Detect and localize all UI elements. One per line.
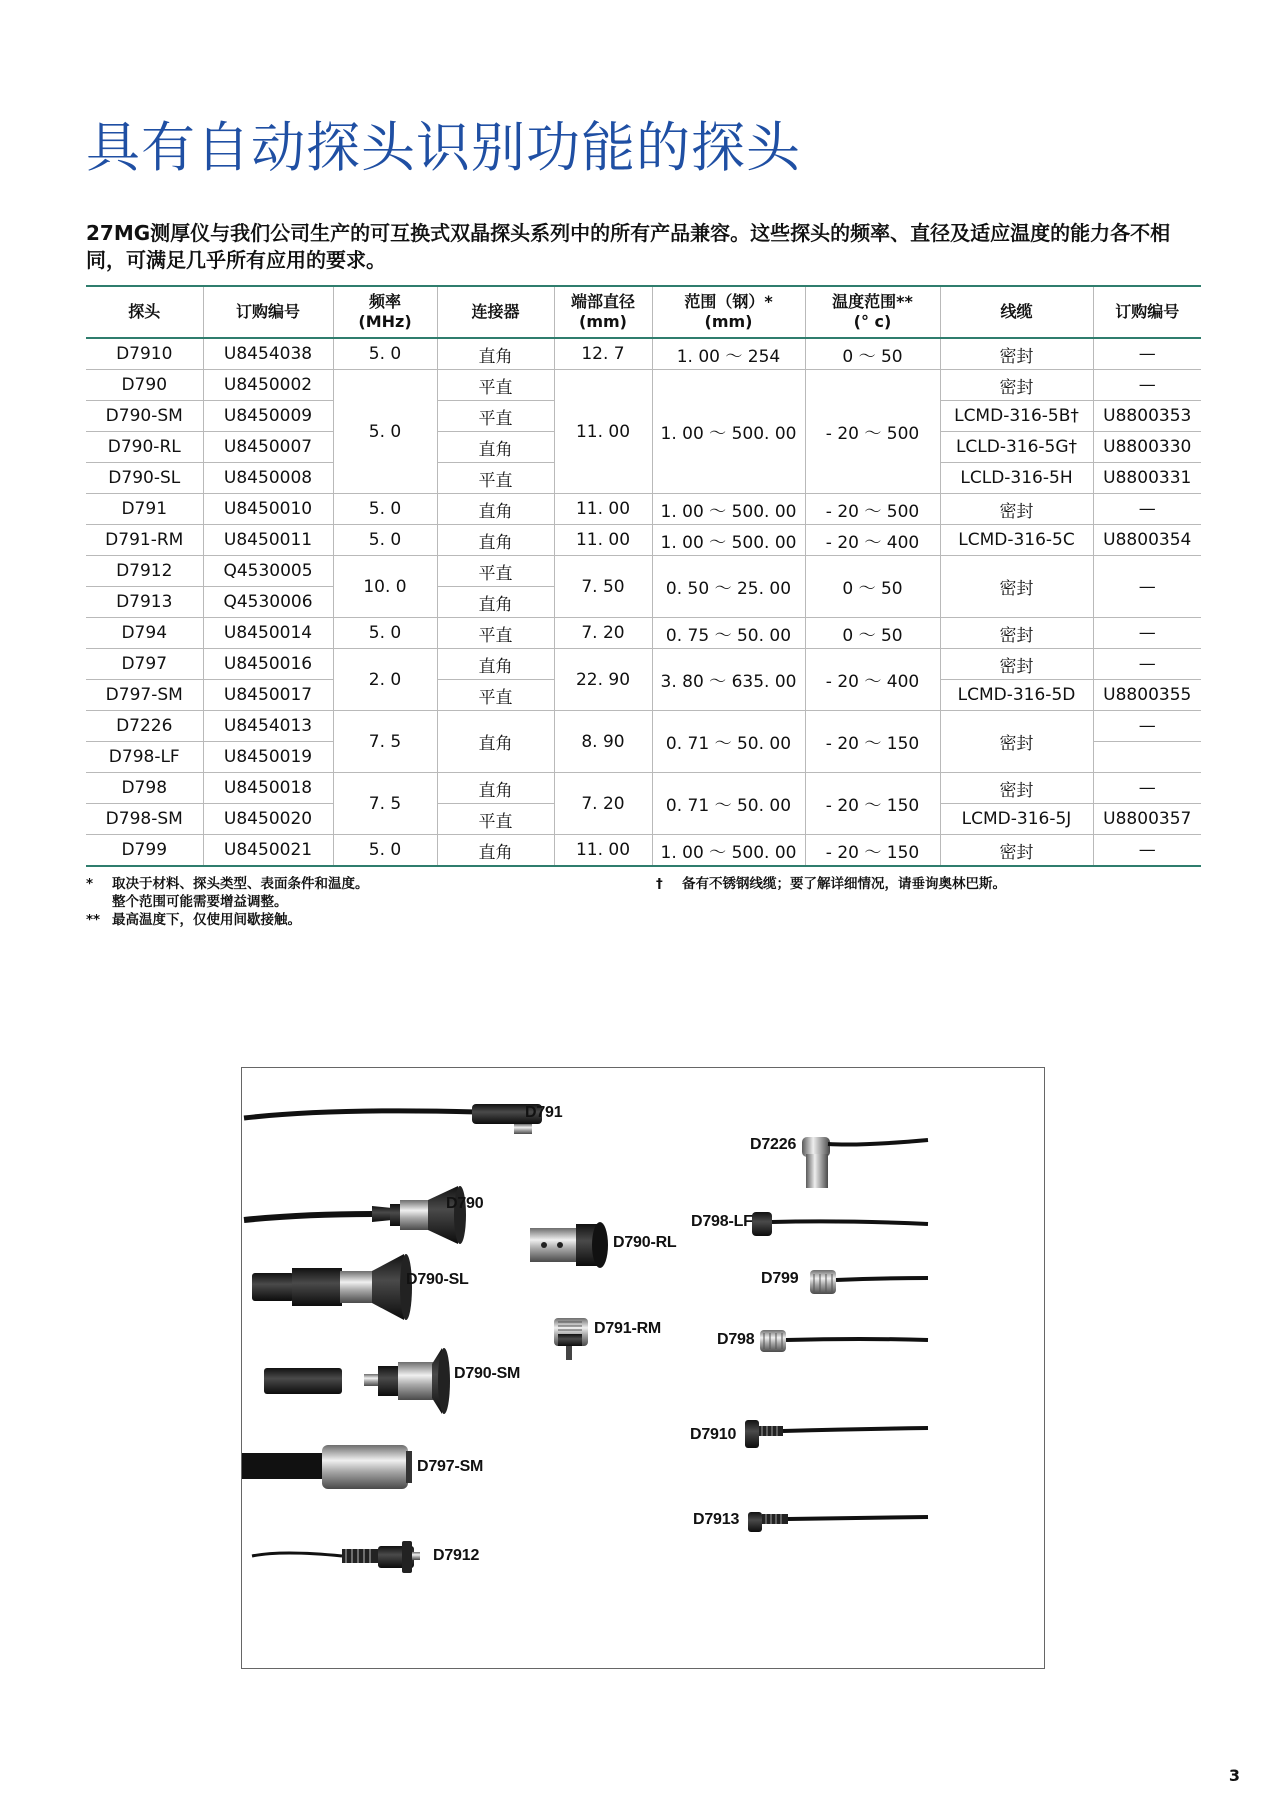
cell-connector: 直角 [437, 773, 554, 804]
probe-d797-sm [242, 1445, 412, 1489]
cell-cable-order: U8800357 [1093, 804, 1201, 835]
cell-tip: 11. 00 [554, 494, 652, 525]
cell-freq: 5. 0 [333, 618, 437, 649]
cell-tip: 11. 00 [554, 370, 652, 494]
probe-d798 [760, 1330, 928, 1352]
cell-cable: LCLD-316-5G† [940, 432, 1093, 463]
cell-probe: D790-SL [86, 463, 203, 494]
cell-cable: 密封 [940, 835, 1093, 867]
cell-connector: 平直 [437, 804, 554, 835]
header-cable-order-number: 订购编号 [1093, 286, 1201, 338]
header-range-line1: 范围（钢）* [684, 292, 773, 311]
cell-order: U8450021 [203, 835, 333, 867]
table-row [86, 370, 1201, 401]
cell-cable: 密封 [940, 370, 1093, 401]
header-tip-line2: (mm) [579, 312, 627, 331]
cell-probe: D7912 [86, 556, 203, 587]
cell-cable: 密封 [940, 649, 1093, 680]
cell-connector: 平直 [437, 370, 554, 401]
cell-cable-order: — [1093, 649, 1201, 680]
cell-temp: 0 ～ 50 [805, 618, 940, 649]
label-d799: D799 [761, 1270, 799, 1287]
footnote-temperature [86, 911, 369, 929]
cell-probe: D797-SM [86, 680, 203, 711]
header-tip-diameter [554, 286, 652, 338]
cell-probe: D799 [86, 835, 203, 867]
label-d791-rm: D791-RM [594, 1320, 662, 1337]
cell-cable-order [1093, 742, 1201, 773]
cell-probe: D798-LF [86, 742, 203, 773]
cell-cable: LCLD-316-5H [940, 463, 1093, 494]
table-row [86, 556, 1201, 587]
cell-connector: 直角 [437, 494, 554, 525]
label-d798-lf: D798-LF [691, 1213, 753, 1230]
probe-d790 [244, 1186, 466, 1244]
cell-range: 0. 75 ～ 50. 00 [652, 618, 805, 649]
cell-temp: 0 ～ 50 [805, 338, 940, 370]
cell-probe: D798 [86, 773, 203, 804]
cell-order: U8450002 [203, 370, 333, 401]
cell-connector: 直角 [437, 525, 554, 556]
cell-probe: D790 [86, 370, 203, 401]
cell-temp: - 20 ～ 400 [805, 525, 940, 556]
cell-cable: LCMD-316-5J [940, 804, 1093, 835]
cell-cable: 密封 [940, 773, 1093, 804]
cell-cable-order: U8800355 [1093, 680, 1201, 711]
probe-d7913 [748, 1512, 928, 1532]
cell-probe: D791 [86, 494, 203, 525]
footnote-range-text [112, 875, 369, 911]
cell-cable: 密封 [940, 618, 1093, 649]
cell-range: 0. 71 ～ 50. 00 [652, 711, 805, 773]
cell-cable-order: — [1093, 835, 1201, 867]
cell-freq: 5. 0 [333, 835, 437, 867]
cell-range: 1. 00 ～ 254 [652, 338, 805, 370]
header-temperature [805, 286, 940, 338]
cell-connector: 直角 [437, 338, 554, 370]
cell-tip: 12. 7 [554, 338, 652, 370]
cell-cable-order: U8800330 [1093, 432, 1201, 463]
probe-d791-rm [554, 1318, 588, 1360]
header-probe: 探头 [86, 286, 203, 338]
header-frequency-line1: 频率 [368, 292, 401, 311]
header-range-line2: (mm) [704, 312, 753, 331]
cell-freq: 2. 0 [333, 649, 437, 711]
table-row [86, 494, 1201, 525]
table-row [86, 649, 1201, 680]
cell-order: U8450018 [203, 773, 333, 804]
cell-order: U8450014 [203, 618, 333, 649]
cell-range: 1. 00 ～ 500. 00 [652, 525, 805, 556]
cell-connector: 直角 [437, 587, 554, 618]
probe-photo-panel [241, 1067, 1045, 1669]
cell-cable: 密封 [940, 494, 1093, 525]
cell-temp: - 20 ～ 150 [805, 835, 940, 867]
cell-probe: D797 [86, 649, 203, 680]
cell-connector: 平直 [437, 618, 554, 649]
cell-order: Q4530006 [203, 587, 333, 618]
table-row [86, 711, 1201, 742]
footnote-cable [656, 875, 1006, 893]
cell-order: U8454013 [203, 711, 333, 742]
header-cable: 线缆 [940, 286, 1093, 338]
table-row [86, 525, 1201, 556]
header-frequency-line2: (MHz) [358, 312, 412, 331]
cell-order: U8450016 [203, 649, 333, 680]
probe-d791 [244, 1104, 542, 1134]
label-d7226: D7226 [750, 1136, 797, 1153]
cell-freq: 5. 0 [333, 370, 437, 494]
cell-tip: 7. 20 [554, 618, 652, 649]
table-row [86, 773, 1201, 804]
label-d791: D791 [525, 1104, 563, 1121]
intro-paragraph: 27MG测厚仪与我们公司生产的可互换式双晶探头系列中的所有产品兼容。这些探头的频率、直径及适应温度的能力各不相同，可满足几乎所有应用的要求。 [86, 221, 1171, 272]
cell-order: U8450020 [203, 804, 333, 835]
footnote-dagger-mark: † [656, 876, 663, 892]
footnote-star-mark: * [86, 876, 94, 892]
cell-freq: 5. 0 [333, 525, 437, 556]
page-title: 具有自动探头识别功能的探头 [86, 116, 801, 179]
label-d790-rl: D790-RL [613, 1234, 677, 1251]
cell-range: 1. 00 ～ 500. 00 [652, 835, 805, 867]
cell-cable-order: U8800331 [1093, 463, 1201, 494]
cell-connector: 直角 [437, 835, 554, 867]
cell-order: U8450017 [203, 680, 333, 711]
cell-tip: 11. 00 [554, 835, 652, 867]
cell-cable-order: U8800354 [1093, 525, 1201, 556]
cell-tip: 22. 90 [554, 649, 652, 711]
cell-range: 1. 00 ～ 500. 00 [652, 494, 805, 525]
label-d7912: D7912 [433, 1547, 480, 1564]
cell-freq: 7. 5 [333, 773, 437, 835]
cell-cable-order: — [1093, 494, 1201, 525]
cell-tip: 8. 90 [554, 711, 652, 773]
page-number: 3 [1228, 1766, 1240, 1785]
label-d790-sm: D790-SM [454, 1365, 521, 1382]
cell-cable-order: — [1093, 618, 1201, 649]
label-d790: D790 [446, 1195, 484, 1212]
table-header-row [86, 286, 1201, 338]
cell-cable: 密封 [940, 338, 1093, 370]
cell-temp: - 20 ～ 500 [805, 370, 940, 494]
cell-order: U8454038 [203, 338, 333, 370]
cell-temp: - 20 ～ 500 [805, 494, 940, 525]
cell-connector: 平直 [437, 463, 554, 494]
header-temp-line2: (° c) [853, 312, 892, 331]
cell-tip: 7. 20 [554, 773, 652, 835]
cell-order: U8450007 [203, 432, 333, 463]
footnote-temperature-text: 最高温度下，仅使用间歇接触。 [112, 912, 301, 928]
cell-temp: - 20 ～ 150 [805, 773, 940, 835]
cell-probe: D7226 [86, 711, 203, 742]
probe-spec-table [86, 285, 1201, 867]
footnotes-right [656, 875, 1006, 893]
cell-order: U8450019 [203, 742, 333, 773]
probe-illustrations [242, 1068, 1044, 1668]
cell-cable: LCMD-316-5D [940, 680, 1093, 711]
cell-temp: 0 ～ 50 [805, 556, 940, 618]
cell-cable-order: — [1093, 773, 1201, 804]
cell-cable: 密封 [940, 556, 1093, 618]
cell-order: U8450010 [203, 494, 333, 525]
probe-d7226 [802, 1137, 928, 1188]
label-d7913: D7913 [693, 1511, 740, 1528]
label-d7910: D7910 [690, 1426, 737, 1443]
cell-freq: 5. 0 [333, 338, 437, 370]
cell-connector: 平直 [437, 680, 554, 711]
header-range [652, 286, 805, 338]
cell-probe: D790-SM [86, 401, 203, 432]
cell-freq: 7. 5 [333, 711, 437, 773]
cell-freq: 5. 0 [333, 494, 437, 525]
header-order-number: 订购编号 [203, 286, 333, 338]
cell-cable: LCMD-316-5C [940, 525, 1093, 556]
cell-range: 3. 80 ～ 635. 00 [652, 649, 805, 711]
cell-order: U8450009 [203, 401, 333, 432]
cell-connector: 直角 [437, 711, 554, 773]
table-row [86, 618, 1201, 649]
table-row [86, 835, 1201, 867]
footnotes-left [86, 875, 369, 929]
probe-d7910 [745, 1420, 928, 1448]
cell-freq: 10. 0 [333, 556, 437, 618]
label-d798: D798 [717, 1331, 755, 1348]
probe-d798-lf [752, 1212, 928, 1236]
cell-cable-order: U8800353 [1093, 401, 1201, 432]
header-tip-line1: 端部直径 [570, 292, 635, 311]
cell-cable-order: — [1093, 338, 1201, 370]
header-frequency [333, 286, 437, 338]
cell-probe: D791-RM [86, 525, 203, 556]
cell-temp: - 20 ～ 150 [805, 711, 940, 773]
footnote-range-line2: 整个范围可能需要增益调整。 [112, 894, 288, 910]
cell-probe: D7910 [86, 338, 203, 370]
cell-range: 1. 00 ～ 500. 00 [652, 370, 805, 494]
cell-temp: - 20 ～ 400 [805, 649, 940, 711]
cell-probe: D7913 [86, 587, 203, 618]
cell-range: 0. 71 ～ 50. 00 [652, 773, 805, 835]
cell-cable-order: — [1093, 556, 1201, 618]
cell-order: U8450011 [203, 525, 333, 556]
cell-order: Q4530005 [203, 556, 333, 587]
header-connector: 连接器 [437, 286, 554, 338]
cell-cable: 密封 [940, 711, 1093, 773]
cell-tip: 7. 50 [554, 556, 652, 618]
footnote-range [86, 875, 369, 911]
cell-connector: 直角 [437, 649, 554, 680]
footnote-range-line1: 取决于材料、探头类型、表面条件和温度。 [112, 876, 369, 892]
cell-tip: 11. 00 [554, 525, 652, 556]
cell-connector: 平直 [437, 556, 554, 587]
cell-range: 0. 50 ～ 25. 00 [652, 556, 805, 618]
label-d797-sm: D797-SM [417, 1458, 484, 1475]
probe-d790-rl [530, 1222, 608, 1268]
cell-cable: LCMD-316-5B† [940, 401, 1093, 432]
footnote-cable-text: 备有不锈钢线缆；要了解详细情况，请垂询奥林巴斯。 [682, 876, 1006, 892]
cell-connector: 直角 [437, 432, 554, 463]
probe-d7912 [252, 1541, 420, 1573]
table-row [86, 338, 1201, 370]
footnote-double-star-mark: ** [86, 912, 101, 928]
cell-cable-order: — [1093, 370, 1201, 401]
probe-d799 [810, 1270, 928, 1294]
cell-probe: D790-RL [86, 432, 203, 463]
cell-probe: D798-SM [86, 804, 203, 835]
probe-d790-sm [264, 1348, 450, 1414]
probe-d790-sl [252, 1254, 412, 1320]
cell-order: U8450008 [203, 463, 333, 494]
label-d790-sl: D790-SL [406, 1271, 469, 1288]
cell-connector: 平直 [437, 401, 554, 432]
cell-cable-order: — [1093, 711, 1201, 742]
cell-probe: D794 [86, 618, 203, 649]
header-temp-line1: 温度范围** [832, 292, 913, 311]
